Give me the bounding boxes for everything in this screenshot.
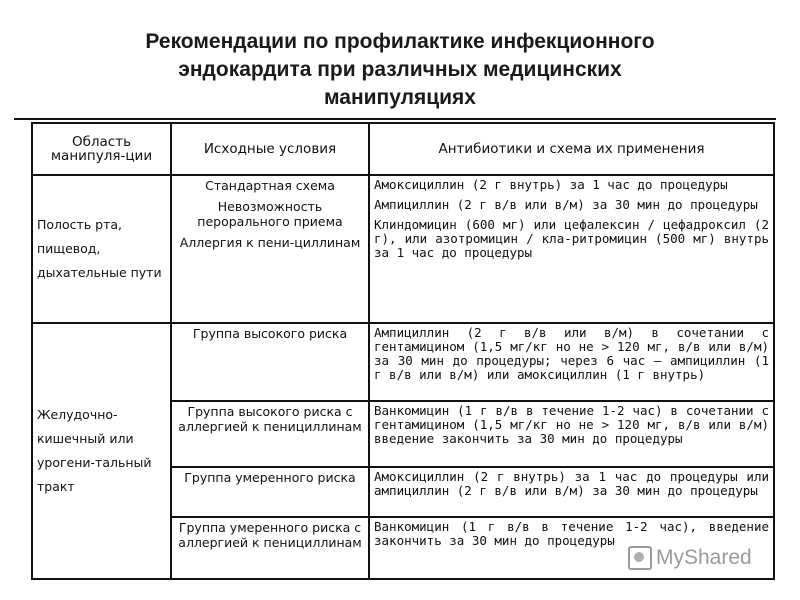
header-antibiotics: Антибиотики и схема их применения bbox=[369, 123, 774, 175]
table-top-rule bbox=[14, 118, 776, 120]
ab-allergy: Клиндомицин (600 мг) или цефалексин / цефадроксил (2 г), или азотромицин / кла-ритромицин (500 мг) внутрь за 1 час до процедуры bbox=[374, 217, 769, 260]
table-row bbox=[32, 175, 774, 323]
title-line-2: эндокардита при различных медицинских bbox=[178, 58, 622, 81]
area-gi: Желудочно-кишечный или урогени-тальный тракт bbox=[32, 323, 171, 579]
ab-high-allergy: Ванкомицин (1 г в/в в течение 1-2 час) в сочетании с гентамицином (1,5 мг/кг но не > 120 мг, в/в или в/м) введение закончить за 30 мин до процедуры bbox=[369, 401, 774, 467]
ab-moderate-allergy: Ванкомицин (1 г в/в в течение 1-2 час), введение закончить за 30 мин до процедуры bbox=[369, 517, 774, 579]
cond-allergy: Аллергия к пени-циллинам bbox=[179, 235, 361, 250]
cond-no-oral: Невозможность перорального приема bbox=[197, 199, 343, 229]
header-conditions: Исходные условия bbox=[171, 123, 369, 175]
antibiotics-oral bbox=[369, 175, 774, 323]
page-title bbox=[40, 28, 760, 112]
table-header-row bbox=[32, 123, 774, 175]
ab-no-oral: Ампициллин (2 г в/в или в/м) за 30 мин до процедуры bbox=[374, 197, 758, 212]
ab-standard: Амоксициллин (2 г внутрь) за 1 час до процедуры bbox=[374, 177, 728, 192]
title-line-1: Рекомендации по профилактике инфекционного bbox=[145, 30, 655, 53]
cond-standard: Стандартная схема bbox=[205, 178, 335, 193]
table-row bbox=[32, 323, 774, 401]
myshared-logo-icon bbox=[628, 546, 652, 570]
watermark bbox=[628, 546, 752, 570]
cond-moderate: Группа умеренного риска bbox=[171, 467, 369, 517]
conditions-oral bbox=[171, 175, 369, 323]
area-oral: Полость рта, пищевод, дыхательные пути bbox=[32, 175, 171, 323]
watermark-text: MyShared bbox=[656, 546, 752, 569]
ab-moderate: Амоксициллин (2 г внутрь) за 1 час до процедуры или ампициллин (2 г в/в или в/м) за 30 мин до процедуры bbox=[369, 467, 774, 517]
header-area: Область манипуля-ции bbox=[32, 123, 171, 175]
prophylaxis-table bbox=[31, 122, 775, 580]
ab-high: Ампициллин (2 г в/в или в/м) в сочетании с гентамицином (1,5 мг/кг но не > 120 мг, в/в или в/м) за 30 мин до процедуры; через 6 час – ампициллин (1 г в/в или в/м) или амоксициллин (1 г внутрь) bbox=[369, 323, 774, 401]
title-line-3: манипуляциях bbox=[324, 86, 476, 109]
cond-high-allergy: Группа высокого риска с аллергией к пенициллинам bbox=[171, 401, 369, 467]
cond-high: Группа высокого риска bbox=[171, 323, 369, 401]
cond-moderate-allergy: Группа умеренного риска с аллергией к пенициллинам bbox=[171, 517, 369, 579]
